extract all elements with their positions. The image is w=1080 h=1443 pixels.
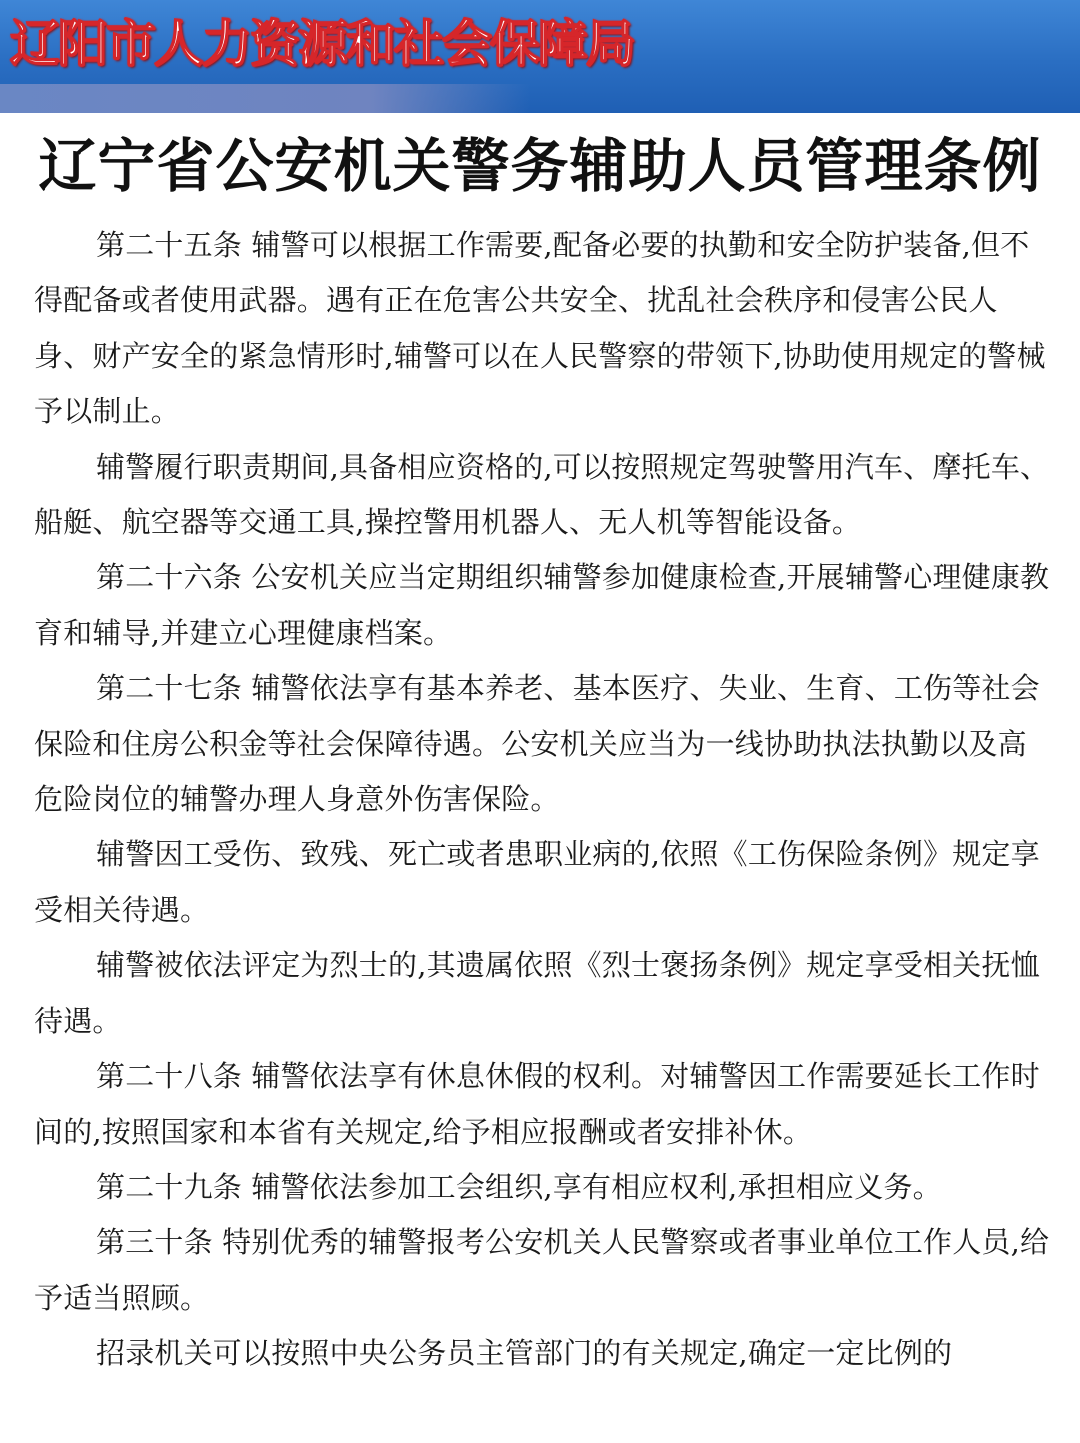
paragraph-work-injury: 辅警因工受伤、致残、死亡或者患职业病的,依照《工伤保险条例》规定享受相关待遇。 [34, 837, 1040, 927]
paragraph-article-30: 第三十条 特别优秀的辅警报考公安机关人民警察或者事业单位工作人员,给予适当照顾。 [34, 1225, 1050, 1315]
document-title: 辽宁省公安机关警务辅助人员管理条例 [38, 132, 1042, 200]
banner-title: 辽阳市人力资源和社会保障局 [10, 15, 634, 73]
paragraph-article-27: 第二十七条 辅警依法享有基本养老、基本医疗、失业、生育、工伤等社会保险和住房公积金等社会保障待遇。公安机关应当为一线协助执法执勤以及高危险岗位的辅警办理人身意外伤害保险。 [34, 671, 1040, 817]
paragraph-article-26: 第二十六条 公安机关应当定期组织辅警参加健康检查,开展辅警心理健康教育和辅导,并建立心理健康档案。 [34, 560, 1050, 650]
paragraph-article-29: 第二十九条 辅警依法参加工会组织,享有相应权利,承担相应义务。 [96, 1169, 942, 1204]
paragraph-article-25: 第二十五条 辅警可以根据工作需要,配备必要的执勤和安全防护装备,但不得配备或者使用武器。遇有正在危害公共安全、扰乱社会秩序和侵害公民人身、财产安全的紧急情形时,辅警可以在人民警察的带领下,协助使用规定的警械予以制止。 [34, 228, 1046, 429]
paragraph-article-28: 第二十八条 辅警依法享有休息休假的权利。对辅警因工作需要延长工作时间的,按照国家和本省有关规定,给予相应报酬或者安排补休。 [34, 1059, 1040, 1149]
paragraph-recruitment: 招录机关可以按照中央公务员主管部门的有关规定,确定一定比例的 [96, 1336, 953, 1371]
header-banner [0, 0, 1080, 113]
paragraph-vehicles: 辅警履行职责期间,具备相应资格的,可以按照规定驾驶警用汽车、摩托车、船艇、航空器等交通工具,操控警用机器人、无人机等智能设备。 [34, 449, 1050, 540]
document-body [34, 218, 1050, 1382]
paragraph-martyr: 辅警被依法评定为烈士的,其遗属依照《烈士褒扬条例》规定享受相关抚恤待遇。 [34, 948, 1040, 1038]
banner-stripe [0, 84, 530, 113]
